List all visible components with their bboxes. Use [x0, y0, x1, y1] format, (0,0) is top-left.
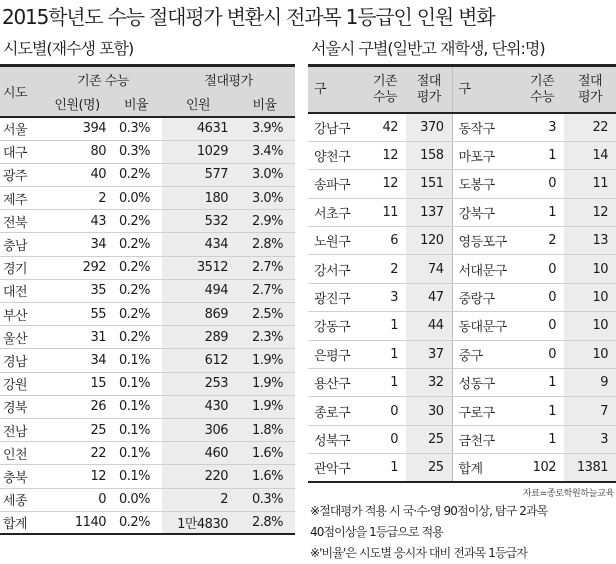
district-name: 종로구: [308, 397, 364, 425]
district-name: 강동구: [308, 312, 364, 340]
current-rate: 0.1%: [110, 418, 162, 441]
absolute-count: 4631: [162, 117, 234, 140]
current-count: 0: [44, 488, 110, 511]
current-count: 2: [44, 187, 110, 210]
region-name: 전남: [0, 418, 44, 441]
current-count: 12: [364, 141, 406, 169]
header-count-abs: 인원: [162, 91, 234, 117]
absolute-count: 32: [406, 369, 452, 397]
current-count: 3: [520, 113, 564, 141]
district-name: 관악구: [308, 454, 364, 482]
absolute-count: 137: [406, 198, 452, 226]
current-count: 1: [520, 425, 564, 453]
current-count: 1: [520, 397, 564, 425]
current-count: 34: [44, 233, 110, 256]
district-name: 합계: [452, 454, 520, 482]
absolute-count: 1만4830: [162, 511, 234, 534]
absolute-count: 577: [162, 163, 234, 186]
absolute-count: 10: [564, 312, 616, 340]
header-city: 시도: [0, 67, 44, 117]
current-count: 3: [364, 283, 406, 311]
district-name: 강남구: [308, 113, 364, 141]
current-count: 55: [44, 303, 110, 326]
absolute-count: 9: [564, 369, 616, 397]
absolute-count: 2: [162, 488, 234, 511]
current-rate: 0.2%: [110, 256, 162, 279]
district-name: 금천구: [452, 425, 520, 453]
current-count: 2: [364, 255, 406, 283]
absolute-count: 869: [162, 303, 234, 326]
region-name: 부산: [0, 303, 44, 326]
table-row: [0, 326, 295, 349]
absolute-rate: 2.7%: [234, 279, 295, 302]
region-name: 울산: [0, 326, 44, 349]
current-count: 12: [44, 465, 110, 488]
absolute-rate: 2.3%: [234, 326, 295, 349]
district-name: 구로구: [452, 397, 520, 425]
absolute-count: 289: [162, 326, 234, 349]
absolute-rate: 3.0%: [234, 163, 295, 186]
region-name: 경북: [0, 395, 44, 418]
district-name: 중랑구: [452, 283, 520, 311]
header-current: 기존 수능: [364, 67, 406, 113]
current-count: 26: [44, 395, 110, 418]
current-count: 1: [520, 198, 564, 226]
table-row: [0, 395, 295, 418]
footnote: ※절대평가 적용 시 국·수·영 90점이상, 탐구 2과목: [310, 504, 548, 519]
absolute-count: 434: [162, 233, 234, 256]
current-count: 0: [364, 425, 406, 453]
absolute-count: 120: [406, 227, 452, 255]
current-count: 43: [44, 210, 110, 233]
current-rate: 0.2%: [110, 303, 162, 326]
current-count: 1140: [44, 511, 110, 534]
table-row: [0, 488, 295, 511]
absolute-rate: 3.0%: [234, 187, 295, 210]
current-count: 0: [520, 283, 564, 311]
header-rate-abs: 비율: [234, 91, 295, 117]
current-rate: 0.1%: [110, 465, 162, 488]
seoul-panel: [308, 34, 616, 564]
table-row: [308, 369, 616, 397]
table-row: [0, 210, 295, 233]
current-count: 292: [44, 256, 110, 279]
footnote: 40점이상을 1등급으로 적용: [310, 525, 443, 540]
seoul-subtitle: 서울시 구별(일반고 재학생, 단위:명): [311, 39, 545, 58]
current-count: 22: [44, 442, 110, 465]
absolute-count: 14: [564, 141, 616, 169]
absolute-rate: 2.5%: [234, 303, 295, 326]
absolute-count: 220: [162, 465, 234, 488]
header-absolute: 절대평가: [162, 67, 295, 91]
current-rate: 0.2%: [110, 210, 162, 233]
current-count: 0: [520, 170, 564, 198]
table-row: [0, 511, 295, 534]
absolute-count: 22: [564, 113, 616, 141]
table-row: [0, 465, 295, 488]
current-count: 80: [44, 140, 110, 163]
current-rate: 0.1%: [110, 442, 162, 465]
header-gu: 구: [452, 67, 520, 113]
absolute-count: 1029: [162, 140, 234, 163]
table-row: [0, 303, 295, 326]
current-rate: 0.2%: [110, 511, 162, 534]
current-count: 0: [520, 312, 564, 340]
absolute-count: 532: [162, 210, 234, 233]
absolute-count: 370: [406, 113, 452, 141]
table-row: [0, 256, 295, 279]
current-rate: 0.2%: [110, 163, 162, 186]
table-row: [0, 418, 295, 441]
absolute-count: 37: [406, 340, 452, 368]
region-panel: [0, 34, 295, 535]
region-name: 세종: [0, 488, 44, 511]
district-name: 서대문구: [452, 255, 520, 283]
district-name: 강북구: [452, 198, 520, 226]
current-count: 1: [364, 340, 406, 368]
absolute-count: 158: [406, 141, 452, 169]
table-row: [0, 117, 295, 140]
table-row: [308, 227, 616, 255]
absolute-rate: 3.9%: [234, 117, 295, 140]
current-count: 12: [364, 170, 406, 198]
absolute-count: 460: [162, 442, 234, 465]
absolute-count: 3: [564, 425, 616, 453]
table-row: [308, 340, 616, 368]
current-count: 102: [520, 454, 564, 482]
absolute-rate: 1.8%: [234, 418, 295, 441]
district-name: 양천구: [308, 141, 364, 169]
absolute-count: 25: [406, 425, 452, 453]
absolute-rate: 2.9%: [234, 210, 295, 233]
absolute-count: 3512: [162, 256, 234, 279]
current-count: 2: [520, 227, 564, 255]
current-count: 31: [44, 326, 110, 349]
current-count: 1: [364, 454, 406, 482]
region-name: 합계: [0, 511, 44, 534]
current-count: 1: [364, 369, 406, 397]
absolute-count: 13: [564, 227, 616, 255]
district-name: 영등포구: [452, 227, 520, 255]
district-name: 노원구: [308, 227, 364, 255]
current-count: 0: [364, 397, 406, 425]
table-row: [308, 198, 616, 226]
region-subtitle: 시도별(재수생 포함): [3, 39, 134, 58]
district-name: 용산구: [308, 369, 364, 397]
region-name: 충북: [0, 465, 44, 488]
table-row: [0, 279, 295, 302]
region-name: 전북: [0, 210, 44, 233]
table-row: [0, 372, 295, 395]
absolute-count: 306: [162, 418, 234, 441]
current-count: 0: [520, 255, 564, 283]
district-name: 성동구: [452, 369, 520, 397]
table-row: [308, 170, 616, 198]
district-name: 성북구: [308, 425, 364, 453]
region-name: 강원: [0, 372, 44, 395]
absolute-count: 1381: [564, 454, 616, 482]
absolute-count: 494: [162, 279, 234, 302]
table-row: [0, 163, 295, 186]
district-name: 중구: [452, 340, 520, 368]
header-absolute: 절대 평가: [564, 67, 616, 113]
current-rate: 0.1%: [110, 349, 162, 372]
region-table: [0, 67, 295, 535]
current-count: 42: [364, 113, 406, 141]
table-row: [308, 312, 616, 340]
current-count: 1: [520, 141, 564, 169]
current-rate: 0.1%: [110, 395, 162, 418]
district-name: 서초구: [308, 198, 364, 226]
region-name: 충남: [0, 233, 44, 256]
region-name: 대전: [0, 279, 44, 302]
header-absolute: 절대 평가: [406, 67, 452, 113]
absolute-rate: 2.8%: [234, 511, 295, 534]
current-count: 1: [364, 312, 406, 340]
current-count: 6: [364, 227, 406, 255]
absolute-rate: 0.3%: [234, 488, 295, 511]
absolute-count: 612: [162, 349, 234, 372]
header-rate: 비율: [110, 91, 162, 117]
absolute-count: 7: [564, 397, 616, 425]
current-count: 11: [364, 198, 406, 226]
table-row: [308, 113, 616, 141]
table-row: [308, 255, 616, 283]
absolute-count: 11: [564, 170, 616, 198]
district-name: 송파구: [308, 170, 364, 198]
absolute-count: 253: [162, 372, 234, 395]
region-name: 대구: [0, 140, 44, 163]
region-name: 제주: [0, 187, 44, 210]
district-name: 강서구: [308, 255, 364, 283]
absolute-rate: 1.6%: [234, 465, 295, 488]
header-count: 인원(명): [44, 91, 110, 117]
current-rate: 0.0%: [110, 488, 162, 511]
table-row: [0, 442, 295, 465]
absolute-count: 10: [564, 340, 616, 368]
current-rate: 0.3%: [110, 117, 162, 140]
current-count: 40: [44, 163, 110, 186]
district-name: 도봉구: [452, 170, 520, 198]
absolute-rate: 1.9%: [234, 349, 295, 372]
region-name: 경기: [0, 256, 44, 279]
header-current: 기존 수능: [520, 67, 564, 113]
table-row: [308, 397, 616, 425]
absolute-count: 151: [406, 170, 452, 198]
current-count: 25: [44, 418, 110, 441]
district-name: 광진구: [308, 283, 364, 311]
current-count: 0: [520, 340, 564, 368]
absolute-rate: 2.8%: [234, 233, 295, 256]
absolute-count: 74: [406, 255, 452, 283]
absolute-rate: 1.9%: [234, 395, 295, 418]
region-name: 서울: [0, 117, 44, 140]
district-name: 마포구: [452, 141, 520, 169]
current-count: 15: [44, 372, 110, 395]
current-rate: 0.3%: [110, 140, 162, 163]
table-row: [308, 283, 616, 311]
absolute-count: 25: [406, 454, 452, 482]
region-name: 광주: [0, 163, 44, 186]
table-row: [308, 454, 616, 482]
header-current: 기존 수능: [44, 67, 162, 91]
table-row: [0, 233, 295, 256]
table-row: [0, 187, 295, 210]
region-name: 인천: [0, 442, 44, 465]
footnotes: [308, 501, 616, 564]
current-rate: 0.1%: [110, 372, 162, 395]
table-row: [0, 140, 295, 163]
current-count: 1: [520, 369, 564, 397]
absolute-count: 12: [564, 198, 616, 226]
current-rate: 0.2%: [110, 326, 162, 349]
header-gu: 구: [308, 67, 364, 113]
current-rate: 0.2%: [110, 233, 162, 256]
absolute-count: 10: [564, 283, 616, 311]
absolute-rate: 2.7%: [234, 256, 295, 279]
region-name: 경남: [0, 349, 44, 372]
footnote: ※'비율'은 시도별 응시자 대비 전과목 1등급자: [310, 546, 528, 561]
table-row: [308, 141, 616, 169]
absolute-rate: 1.9%: [234, 372, 295, 395]
current-rate: 0.0%: [110, 187, 162, 210]
current-count: 35: [44, 279, 110, 302]
absolute-count: 180: [162, 187, 234, 210]
absolute-count: 44: [406, 312, 452, 340]
current-count: 394: [44, 117, 110, 140]
district-name: 동대문구: [452, 312, 520, 340]
current-count: 34: [44, 349, 110, 372]
page-title: 2015학년도 수능 절대평가 변환시 전과목 1등급인 인원 변화: [2, 5, 495, 29]
table-row: [0, 349, 295, 372]
seoul-table: [308, 67, 616, 483]
absolute-count: 30: [406, 397, 452, 425]
district-name: 동작구: [452, 113, 520, 141]
current-rate: 0.2%: [110, 279, 162, 302]
absolute-count: 10: [564, 255, 616, 283]
absolute-rate: 3.4%: [234, 140, 295, 163]
source-credit: 자료=종로학원하늘교육: [522, 489, 614, 500]
district-name: 은평구: [308, 340, 364, 368]
table-row: [308, 425, 616, 453]
absolute-count: 47: [406, 283, 452, 311]
absolute-rate: 1.6%: [234, 442, 295, 465]
absolute-count: 430: [162, 395, 234, 418]
